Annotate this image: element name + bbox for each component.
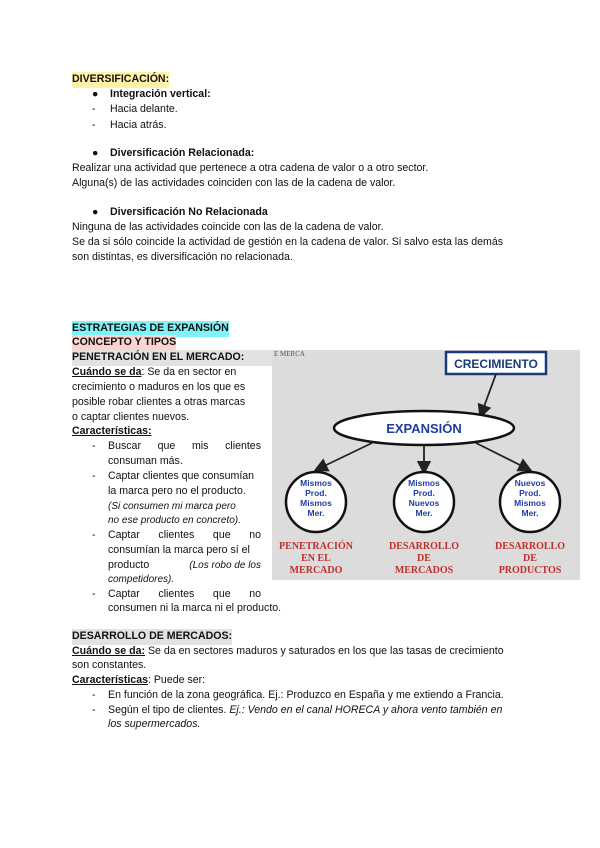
caracteristicas-label: Características [72, 674, 148, 686]
section-title-diversificacion: DIVERSIFICACIÓN: [72, 72, 169, 88]
paragraph-line: son distintas, es diversificación no relacionada. [72, 251, 293, 263]
paragraph-line: Realizar una actividad que pertenece a otra cadena de valor o a otro sector. [72, 162, 429, 174]
list-item-line: consumen ni la marca ni el producto. [108, 602, 282, 614]
subtitle-concepto-tipos: CONCEPTO Y TIPOS [72, 335, 176, 351]
circle-text: Prod. [413, 488, 435, 498]
list-item: Hacia delante. [110, 103, 178, 115]
list-item-line: Captar clientes que consumían [108, 470, 255, 482]
bullet-dot: ● [92, 206, 99, 218]
list-item-line: En función de la zona geográfica. Ej.: Produzco en España y me extiendo a Francia. [108, 689, 504, 701]
subtitle-no-relacionada: Diversificación No Relacionada [110, 206, 268, 218]
section-title-estrategias: ESTRATEGIAS DE EXPANSIÓN [72, 321, 229, 337]
strategy-label: PENETRACIÓN [279, 541, 353, 552]
subtitle-integracion-vertical: Integración vertical: [110, 88, 211, 100]
dash-marker: - [92, 529, 96, 541]
strategy-label: EN EL [301, 553, 331, 564]
caracteristicas-text: : Puede ser: [147, 674, 206, 686]
bullet-dot: ● [92, 88, 99, 100]
list-item-line: Captar clientes que no [108, 529, 261, 541]
cuando-label: Cuándo se da [72, 366, 142, 378]
subtitle-relacionada: Diversificación Relacionada: [110, 147, 255, 159]
circle-text: Prod. [305, 488, 327, 498]
strategy-label: DESARROLLO [388, 541, 460, 552]
diagram-svg [272, 350, 580, 580]
paragraph-line: crecimiento o maduros en los que es [72, 381, 246, 393]
arrow-to-penetracion [320, 443, 372, 468]
circle-text: Mismos [300, 478, 332, 488]
dash-marker: - [92, 470, 96, 482]
caracteristicas-paragraph [72, 673, 205, 689]
list-item-text: Según el tipo de clientes. [108, 704, 230, 716]
list-item-note: competidores). [108, 574, 175, 585]
circles-group [279, 472, 565, 576]
paragraph-line: Se da si sólo coincide la actividad de gestión en la cadena de valor. Si salvo esta las demás [72, 236, 504, 248]
dash-marker: - [92, 689, 96, 701]
strategy-label: MERCADO [289, 565, 343, 576]
cuando-text: Se da en sectores maduros y saturados en los que las tasas de crecimiento [145, 645, 504, 657]
diagram-header-fragment: E MERCA [274, 350, 305, 358]
crecimiento-label: CRECIMIENTO [454, 357, 538, 371]
list-item-line: consuman más. [108, 455, 183, 467]
list-item-note: (Si consumen mi marca pero [108, 501, 236, 512]
circle-text: Mismos [514, 498, 546, 508]
list-item: Hacia atrás. [110, 119, 167, 131]
paragraph-line: o captar clientes nuevos. [72, 411, 190, 423]
paragraph-line: son constantes. [72, 659, 147, 671]
strategy-label: DESARROLLO [494, 541, 566, 552]
subtitle-penetracion: PENETRACIÓN EN EL MERCADO: [72, 350, 272, 366]
bullet-dot: ● [92, 147, 99, 159]
list-item-line: Buscar que mis clientes [108, 440, 261, 452]
dash-marker: - [92, 103, 96, 115]
strategy-label: PRODUCTOS [498, 565, 562, 576]
crecimiento-diagram [272, 350, 580, 580]
dash-marker: - [92, 588, 96, 600]
strategy-label: DE [523, 553, 537, 564]
list-item-note: no ese producto en concreto). [108, 515, 241, 526]
paragraph-line: Ninguna de las actividades coincide con las de la cadena de valor. [72, 221, 384, 233]
circle-text: Mer. [415, 508, 433, 518]
circle-text: Mer. [307, 508, 325, 518]
circle-text: Prod. [519, 488, 541, 498]
list-item-text: producto [108, 559, 150, 571]
cuando-paragraph [72, 365, 262, 381]
list-item-note: los supermercados. [108, 718, 201, 730]
list-item-line: la marca pero no el producto. [108, 485, 246, 497]
list-item-line: Captar clientes que no [108, 588, 261, 600]
dash-marker: - [92, 119, 96, 131]
arrow-crecimiento-expansion [482, 374, 496, 412]
circle-text: Nuevos [514, 478, 546, 488]
circle-text: Nuevos [408, 498, 440, 508]
paragraph-line: posible robar clientes a otras marcas [72, 396, 246, 408]
circle-text: Mer. [521, 508, 539, 518]
cuando-label: Cuándo se da: [72, 645, 145, 657]
circle-text: Mismos [408, 478, 440, 488]
strategy-label: MERCADOS [394, 565, 454, 576]
strategy-label: DE [417, 553, 431, 564]
section-title-desarrollo-mercados: DESARROLLO DE MERCADOS: [72, 629, 232, 645]
list-item-line: consumían la marca pero sí el [108, 544, 250, 556]
paragraph-line: Alguna(s) de las actividades coinciden con las de la cadena de valor. [72, 177, 396, 189]
arrow-to-desarrollo-productos [476, 443, 526, 468]
caracteristicas-label: Características: [72, 425, 152, 437]
dash-marker: - [92, 440, 96, 452]
cuando-text: : Se da en sector en [141, 366, 237, 378]
list-item-note: (Los robo de los [189, 560, 261, 571]
list-item-note: Ej.: Vendo en el canal HORECA y ahora vento también en [229, 704, 503, 716]
circle-text: Mismos [300, 498, 332, 508]
expansion-label: EXPANSIÓN [386, 421, 462, 436]
dash-marker: - [92, 704, 96, 716]
